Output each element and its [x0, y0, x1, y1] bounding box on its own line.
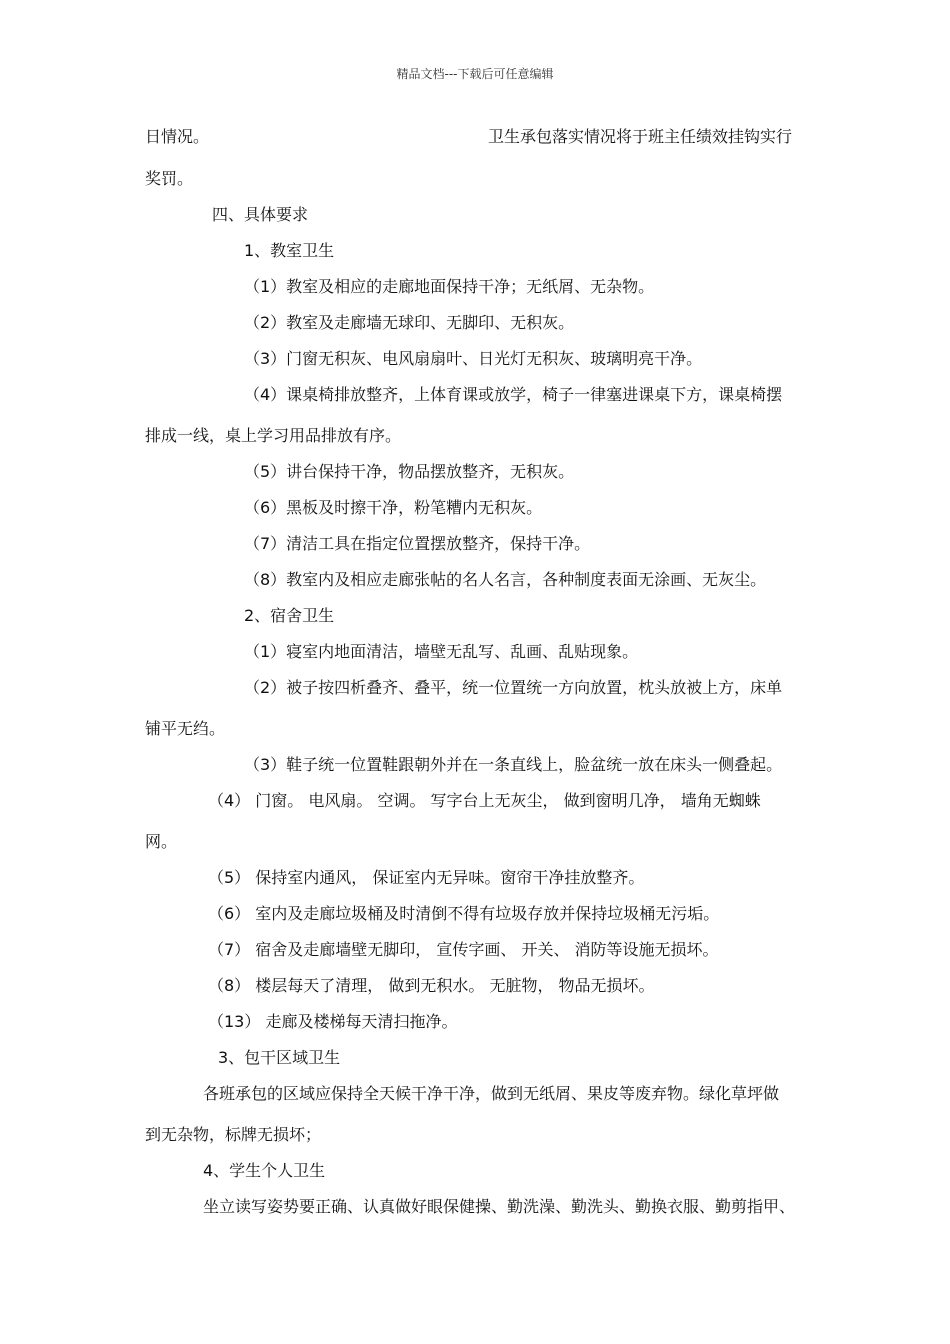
text-line: 奖罚。 — [145, 169, 194, 188]
text-line: 铺平无绉。 — [145, 719, 226, 738]
text-line: （4）课桌椅排放整齐，上体育课或放学，椅子一律塞进课桌下方，课桌椅摆 — [244, 385, 783, 404]
section-heading: 四、具体要求 — [212, 205, 309, 224]
text-line: （3）鞋子统一位置鞋跟朝外并在一条直线上，脸盆统一放在床头一侧叠起。 — [244, 755, 783, 774]
subsection-heading: 2、宿舍卫生 — [244, 606, 335, 625]
text-line: （1）教室及相应的走廊地面保持干净；无纸屑、无杂物。 — [244, 277, 655, 296]
text-line: 坐立读写姿势要正确、认真做好眼保健操、勤洗澡、勤洗头、勤换衣服、勤剪指甲、 — [203, 1197, 796, 1216]
text-line: （4） 门窗。 电风扇。 空调。 写字台上无灰尘， 做到窗明几净， 墙角无蜘蛛 — [208, 791, 761, 810]
text-line: 网。 — [145, 832, 178, 851]
subsection-heading: 3、包干区域卫生 — [218, 1048, 341, 1067]
text-line: （7） 宿舍及走廊墙壁无脚印， 宣传字画、 开关、 消防等设施无损坏。 — [208, 940, 719, 959]
text-line: （5）讲台保持干净，物品摆放整齐，无积灰。 — [244, 462, 575, 481]
text-line: 排成一线，桌上学习用品排放有序。 — [145, 426, 402, 445]
text-line: （8） 楼层每天了清理， 做到无积水。 无脏物， 物品无损坏。 — [208, 976, 655, 995]
text-line: （13） 走廊及楼梯每天清扫拖净。 — [208, 1012, 458, 1031]
text-line: （1）寝室内地面清洁，墙壁无乱写、乱画、乱贴现象。 — [244, 642, 639, 661]
text-line: （6）黑板及时擦干净，粉笔糟内无积灰。 — [244, 498, 543, 517]
text-line: （2）被子按四析叠齐、叠平，统一位置统一方向放置，枕头放被上方，床单 — [244, 678, 783, 697]
subsection-heading: 4、学生个人卫生 — [203, 1161, 326, 1180]
text-line: 到无杂物，标牌无损坏； — [145, 1125, 322, 1144]
text-line: 各班承包的区域应保持全天候干净干净，做到无纸屑、果皮等废弃物。绿化草坪做 — [203, 1084, 780, 1103]
subsection-heading: 1、教室卫生 — [244, 241, 335, 260]
text-line: （6） 室内及走廊垃圾桶及时清倒不得有垃圾存放并保持垃圾桶无污垢。 — [208, 904, 720, 923]
text-line: 日情况。 — [145, 127, 210, 146]
text-line: （5） 保持室内通风， 保证室内无异味。窗帘干净挂放整齐。 — [208, 868, 645, 887]
text-line: （3）门窗无积灰、电风扇扇叶、日光灯无积灰、玻璃明亮干净。 — [244, 349, 703, 368]
page-header: 精品文档---下载后可任意编辑 — [396, 67, 554, 81]
text-line: 卫生承包落实情况将于班主任绩效挂钩实行 — [488, 127, 793, 146]
text-line: （8）教室内及相应走廊张帖的名人名言，各种制度表面无涂画、无灰尘。 — [244, 570, 767, 589]
text-line: （2）教室及走廊墙无球印、无脚印、无积灰。 — [244, 313, 575, 332]
text-line: （7）清洁工具在指定位置摆放整齐，保持干净。 — [244, 534, 591, 553]
